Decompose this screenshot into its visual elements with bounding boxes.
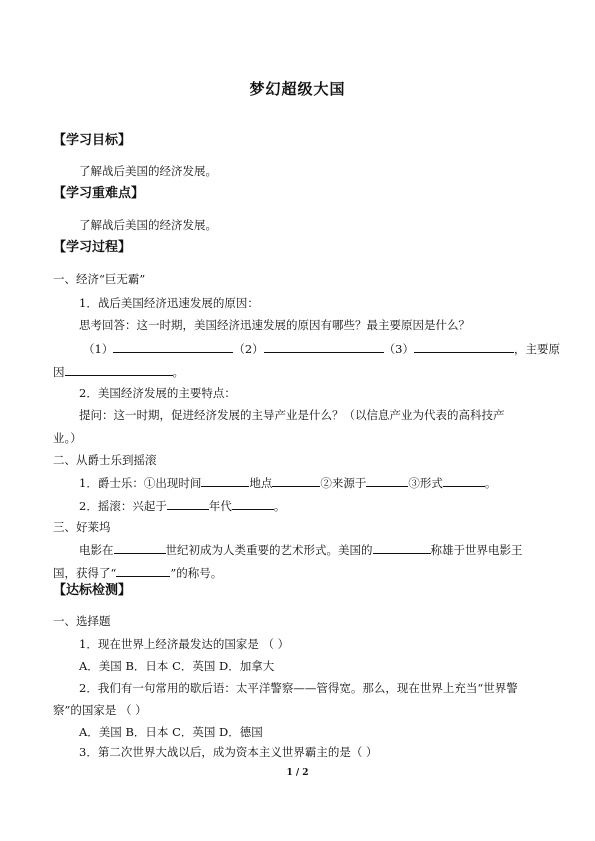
blank-2[interactable] <box>264 341 384 353</box>
blank-label-1: （1） <box>83 342 114 356</box>
part1-question-1: 1．战后美国经济迅速发展的原因： <box>79 296 259 310</box>
part1-ask: 提问：这一时期，促进经济发展的主导产业是什么？（以信息产业为代表的高科技产 <box>79 408 505 422</box>
blank-rock-era[interactable] <box>232 498 274 510</box>
blank-label-3: （3） <box>383 342 414 356</box>
part1-ask-cont: 业。） <box>53 431 82 445</box>
blank-3[interactable] <box>414 341 514 353</box>
test-question-3: 3．第二次世界大战以后，成为资本主义世界霸主的是（ ） <box>79 745 378 759</box>
jazz-label-a: 1．爵士乐：①出现时间 <box>79 476 202 490</box>
film-label-c: 称雄于世界电影王 <box>430 543 523 557</box>
part1-main-reason-row <box>53 364 553 379</box>
heading-key-points: 【学习重难点】 <box>53 186 145 201</box>
rock-label-b: 年代 <box>208 499 232 513</box>
jazz-label-b: 地点 <box>249 476 273 490</box>
test-question-1: 1．现在世界上经济最发达的国家是 （ ） <box>79 637 290 651</box>
part2-title: 二、从爵士乐到摇滚 <box>53 453 157 467</box>
blank-jazz-time[interactable] <box>201 475 249 487</box>
heading-test: 【达标检测】 <box>53 583 132 598</box>
goal-text: 了解战后美国的经济发展。 <box>79 164 217 178</box>
rock-label-c: 。 <box>273 499 286 513</box>
blank-film-place[interactable] <box>373 542 431 554</box>
part1-title: 一、经济“巨无霸” <box>53 272 146 286</box>
jazz-label-c: ②来源于 <box>320 476 367 490</box>
film-label-e: ”的称号。 <box>170 566 223 580</box>
test-question-2-cont: 察”的国家是 （ ） <box>53 703 147 717</box>
film-label-b: 世纪初成为人类重要的艺术形式。美国的 <box>165 543 373 557</box>
test-question-2-options: A．美国 B．日本 C．英国 D．德国 <box>79 725 263 739</box>
film-label-d: 国，获得了“ <box>53 566 117 580</box>
test-question-1-options: A．美国 B．日本 C．英国 D．加拿大 <box>79 659 275 673</box>
main-reason-period: 。 <box>172 365 184 379</box>
heading-process: 【学习过程】 <box>53 240 132 255</box>
test-question-2: 2．我们有一句常用的歇后语：太平洋警察——管得宽。那么，现在世界上充当“世界警 <box>79 681 518 695</box>
part1-question-2: 2．美国经济发展的主要特点： <box>79 386 236 400</box>
blank-1[interactable] <box>113 341 233 353</box>
main-reason-label-2: 因 <box>53 365 65 379</box>
blank-jazz-place[interactable] <box>272 475 320 487</box>
part3-film-row <box>79 542 579 557</box>
part2-rock-row <box>79 498 579 513</box>
part1-think: 思考回答：这一时期，美国经济迅速发展的原因有哪些？最主要原因是什么？ <box>79 318 470 332</box>
rock-label-a: 2．摇滚：兴起于 <box>79 499 167 513</box>
blank-label-2: （2） <box>233 342 264 356</box>
part1-blanks-row <box>83 341 583 356</box>
part3-title: 三、好莱坞 <box>53 520 111 534</box>
part2-jazz-row <box>79 475 579 490</box>
key-points-text: 了解战后美国的经济发展。 <box>79 218 217 232</box>
page-title: 梦幻超级大国 <box>249 80 346 98</box>
page-number: 1 / 2 <box>286 768 309 778</box>
blank-film-title[interactable] <box>116 565 170 577</box>
film-label-a: 电影在 <box>79 543 114 557</box>
blank-jazz-form[interactable] <box>443 475 485 487</box>
part3-film-row-2 <box>53 565 553 580</box>
main-reason-label: ，主要原 <box>513 342 560 356</box>
blank-main-reason[interactable] <box>65 364 173 376</box>
jazz-label-e: 。 <box>484 476 497 490</box>
test-part-title: 一、选择题 <box>53 614 111 628</box>
heading-goal: 【学习目标】 <box>53 133 132 148</box>
blank-jazz-origin[interactable] <box>366 475 408 487</box>
blank-rock-rise[interactable] <box>167 498 209 510</box>
blank-film-century[interactable] <box>114 542 166 554</box>
jazz-label-d: ③形式 <box>408 476 443 490</box>
